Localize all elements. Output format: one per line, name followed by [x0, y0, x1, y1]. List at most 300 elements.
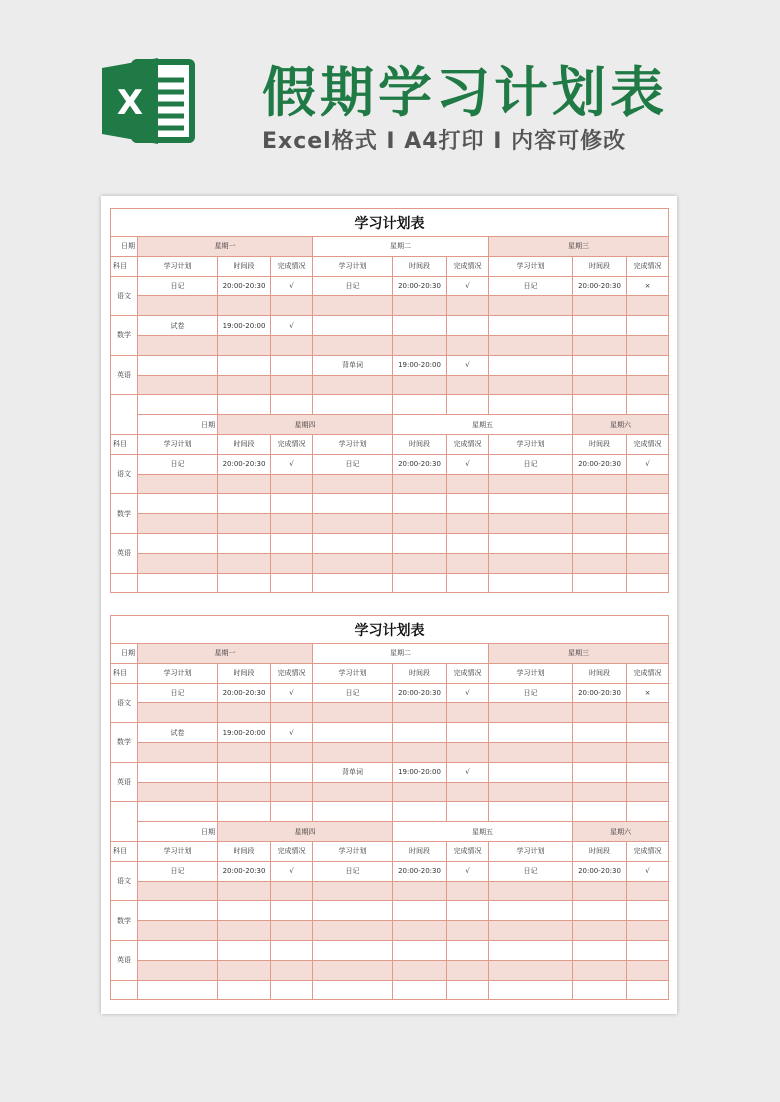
plan-cell — [489, 762, 573, 782]
plan-cell — [393, 723, 447, 743]
plan-cell — [573, 960, 627, 980]
plan-cell — [218, 375, 271, 395]
plan-cell — [573, 514, 627, 534]
col-time-header: 时间段 — [393, 663, 447, 683]
plan-cell — [218, 901, 271, 921]
plan-cell — [489, 533, 573, 553]
plan-cell — [627, 881, 669, 901]
plan-cell: 20:00-20:30 — [573, 683, 627, 703]
subject-cell — [111, 395, 138, 435]
plan-cell — [313, 316, 393, 336]
plan-cell — [573, 762, 627, 782]
plan-cell: 20:00-20:30 — [393, 861, 447, 881]
plan-cell — [489, 375, 573, 395]
plan-cell: 日记 — [313, 276, 393, 296]
plan-cell — [313, 375, 393, 395]
plan-cell — [573, 723, 627, 743]
plan-cell — [271, 494, 313, 514]
plan-cell — [627, 355, 669, 375]
plan-cell — [489, 980, 573, 1000]
col-time-header: 时间段 — [573, 841, 627, 861]
plan-cell — [313, 474, 393, 494]
plan-cell — [627, 980, 669, 1000]
col-done-header: 完成情况 — [447, 663, 489, 683]
plan-cell — [447, 901, 489, 921]
day-header-cell: 星期二 — [313, 237, 489, 257]
plan-cell — [627, 335, 669, 355]
plan-table — [110, 208, 669, 593]
plan-cell — [393, 802, 447, 822]
plan-cell — [313, 395, 393, 415]
plan-cell — [313, 881, 393, 901]
plan-cell — [393, 514, 447, 534]
plan-cell — [573, 782, 627, 802]
plan-cell — [313, 802, 393, 822]
plan-cell — [447, 742, 489, 762]
plan-cell — [393, 316, 447, 336]
plan-cell — [489, 296, 573, 316]
plan-cell — [138, 533, 218, 553]
plan-cell — [138, 940, 218, 960]
plan-cell — [393, 395, 447, 415]
plan-cell — [447, 474, 489, 494]
plan-cell — [218, 802, 271, 822]
col-time-header: 时间段 — [573, 256, 627, 276]
plan-cell — [138, 901, 218, 921]
plan-cell — [447, 782, 489, 802]
subject-cell: 英语 — [111, 762, 138, 802]
plan-cell: × — [627, 276, 669, 296]
plan-cell: √ — [271, 276, 313, 296]
plan-cell — [393, 703, 447, 723]
col-done-header: 完成情况 — [447, 434, 489, 454]
plan-cell — [271, 573, 313, 593]
plan-cell: 日记 — [489, 683, 573, 703]
plan-cell: 日记 — [313, 861, 393, 881]
plan-cell — [393, 533, 447, 553]
plan-cell — [489, 742, 573, 762]
sheet-title-cell: 学习计划表 — [111, 616, 669, 644]
plan-cell — [218, 335, 271, 355]
plan-cell — [271, 901, 313, 921]
plan-cell — [489, 881, 573, 901]
plan-cell: 背单词 — [313, 762, 393, 782]
subject-cell — [111, 980, 138, 1000]
plan-cell — [573, 375, 627, 395]
col-done-header: 完成情况 — [627, 256, 669, 276]
sheet-title-cell: 学习计划表 — [111, 209, 669, 237]
plan-cell — [573, 355, 627, 375]
plan-cell — [271, 355, 313, 375]
col-done-header: 完成情况 — [447, 256, 489, 276]
col-plan-header: 学习计划 — [138, 256, 218, 276]
col-time-header: 时间段 — [218, 434, 271, 454]
plan-cell — [627, 960, 669, 980]
subject-cell: 英语 — [111, 355, 138, 395]
plan-cell: 19:00-20:00 — [393, 355, 447, 375]
plan-cell — [489, 316, 573, 336]
plan-cell — [313, 901, 393, 921]
col-done-header: 完成情况 — [271, 434, 313, 454]
plan-cell: 20:00-20:30 — [573, 861, 627, 881]
plan-cell — [573, 494, 627, 514]
plan-cell — [489, 553, 573, 573]
plan-cell — [138, 573, 218, 593]
plan-cell — [218, 881, 271, 901]
plan-cell — [138, 355, 218, 375]
plan-cell — [271, 742, 313, 762]
plan-cell — [271, 335, 313, 355]
col-plan-header: 学习计划 — [489, 434, 573, 454]
plan-cell — [313, 723, 393, 743]
day-header-cell: 星期四 — [218, 822, 393, 842]
plan-cell: 20:00-20:30 — [393, 454, 447, 474]
day-header-cell: 星期二 — [313, 644, 489, 664]
plan-cell — [218, 980, 271, 1000]
plan-cell — [313, 782, 393, 802]
plan-cell — [447, 802, 489, 822]
plan-cell — [271, 782, 313, 802]
day-header-cell: 星期四 — [218, 415, 393, 435]
plan-cell — [218, 742, 271, 762]
plan-cell — [271, 296, 313, 316]
plan-sheet-2 — [110, 615, 668, 1000]
plan-cell: × — [627, 683, 669, 703]
plan-cell — [627, 474, 669, 494]
plan-cell — [218, 921, 271, 941]
plan-cell — [489, 940, 573, 960]
plan-cell — [573, 316, 627, 336]
document-paper — [101, 196, 677, 1014]
col-done-header: 完成情况 — [271, 841, 313, 861]
plan-cell — [218, 514, 271, 534]
plan-cell: 20:00-20:30 — [573, 454, 627, 474]
day-header-cell: 星期六 — [573, 415, 669, 435]
plan-cell — [313, 980, 393, 1000]
col-time-header: 时间段 — [393, 841, 447, 861]
plan-cell — [271, 960, 313, 980]
col-plan-header: 学习计划 — [313, 434, 393, 454]
plan-cell — [218, 573, 271, 593]
plan-cell — [393, 980, 447, 1000]
plan-cell — [271, 762, 313, 782]
plan-cell — [271, 395, 313, 415]
plan-cell — [218, 296, 271, 316]
plan-cell — [447, 881, 489, 901]
plan-cell — [627, 940, 669, 960]
plan-cell — [138, 960, 218, 980]
plan-cell: 背单词 — [313, 355, 393, 375]
plan-cell — [447, 375, 489, 395]
plan-sheet-1 — [110, 208, 668, 593]
plan-cell — [393, 782, 447, 802]
plan-cell — [573, 881, 627, 901]
plan-cell — [313, 960, 393, 980]
col-time-header: 时间段 — [218, 663, 271, 683]
subject-cell: 语文 — [111, 861, 138, 901]
plan-table — [110, 615, 669, 1000]
plan-cell — [489, 723, 573, 743]
plan-cell — [489, 573, 573, 593]
plan-cell — [218, 553, 271, 573]
plan-cell — [489, 514, 573, 534]
plan-cell — [573, 742, 627, 762]
subject-cell: 数学 — [111, 494, 138, 534]
plan-cell — [218, 703, 271, 723]
plan-cell — [627, 782, 669, 802]
plan-cell: 19:00-20:00 — [218, 316, 271, 336]
day-header-cell: 星期五 — [393, 415, 573, 435]
plan-cell: 试卷 — [138, 723, 218, 743]
plan-cell — [447, 296, 489, 316]
plan-cell — [138, 375, 218, 395]
col-done-header: 完成情况 — [627, 841, 669, 861]
plan-cell: √ — [447, 355, 489, 375]
plan-cell — [447, 553, 489, 573]
plan-cell: √ — [271, 861, 313, 881]
plan-cell: 试卷 — [138, 316, 218, 336]
plan-cell — [271, 802, 313, 822]
plan-cell — [313, 703, 393, 723]
day-header-cell: 星期五 — [393, 822, 573, 842]
plan-cell — [138, 921, 218, 941]
subject-label-cell: 科目 — [111, 663, 138, 683]
col-done-header: 完成情况 — [627, 663, 669, 683]
plan-cell — [489, 474, 573, 494]
subject-cell: 数学 — [111, 316, 138, 356]
plan-cell — [138, 474, 218, 494]
date-label-cell: 日期 — [138, 415, 218, 435]
plan-cell — [447, 960, 489, 980]
col-plan-header: 学习计划 — [138, 663, 218, 683]
plan-cell — [489, 960, 573, 980]
col-time-header: 时间段 — [393, 256, 447, 276]
plan-cell — [138, 762, 218, 782]
subject-cell — [111, 802, 138, 842]
plan-cell — [573, 940, 627, 960]
plan-cell — [138, 494, 218, 514]
plan-cell: 20:00-20:30 — [393, 683, 447, 703]
plan-cell — [447, 533, 489, 553]
subject-cell: 英语 — [111, 533, 138, 573]
day-header-cell: 星期三 — [489, 644, 669, 664]
subject-label-cell: 科目 — [111, 256, 138, 276]
plan-cell — [573, 573, 627, 593]
plan-cell — [138, 296, 218, 316]
plan-cell — [271, 553, 313, 573]
plan-cell — [627, 494, 669, 514]
plan-cell — [271, 881, 313, 901]
col-plan-header: 学习计划 — [489, 663, 573, 683]
plan-cell — [393, 901, 447, 921]
col-time-header: 时间段 — [573, 434, 627, 454]
plan-cell — [393, 881, 447, 901]
plan-cell — [447, 395, 489, 415]
plan-cell: 日记 — [313, 454, 393, 474]
plan-cell — [218, 494, 271, 514]
plan-cell — [313, 335, 393, 355]
plan-cell — [138, 742, 218, 762]
plan-cell — [313, 533, 393, 553]
plan-cell: 19:00-20:00 — [393, 762, 447, 782]
date-label-cell: 日期 — [138, 822, 218, 842]
plan-cell — [573, 980, 627, 1000]
plan-cell — [271, 375, 313, 395]
plan-cell — [138, 802, 218, 822]
plan-cell — [393, 474, 447, 494]
plan-cell — [447, 316, 489, 336]
plan-cell — [489, 921, 573, 941]
plan-cell — [138, 395, 218, 415]
plan-cell — [573, 296, 627, 316]
subject-label-cell: 科目 — [111, 841, 138, 861]
plan-cell: 日记 — [138, 861, 218, 881]
plan-cell — [138, 782, 218, 802]
plan-cell — [218, 355, 271, 375]
plan-cell — [313, 296, 393, 316]
plan-cell — [138, 514, 218, 534]
plan-cell — [218, 940, 271, 960]
plan-cell: 日记 — [138, 454, 218, 474]
plan-cell — [271, 980, 313, 1000]
date-label-cell: 日期 — [111, 237, 138, 257]
col-plan-header: 学习计划 — [313, 256, 393, 276]
plan-cell — [218, 762, 271, 782]
plan-cell: 20:00-20:30 — [393, 276, 447, 296]
plan-cell — [627, 395, 669, 415]
plan-cell — [138, 881, 218, 901]
plan-cell: √ — [447, 683, 489, 703]
excel-logo-icon — [100, 52, 198, 150]
plan-cell — [393, 335, 447, 355]
plan-cell: √ — [271, 454, 313, 474]
day-header-cell: 星期一 — [138, 644, 313, 664]
plan-cell — [271, 514, 313, 534]
plan-cell — [313, 742, 393, 762]
plan-cell — [489, 335, 573, 355]
plan-cell — [271, 474, 313, 494]
col-plan-header: 学习计划 — [138, 841, 218, 861]
subject-cell: 语文 — [111, 454, 138, 494]
plan-cell — [313, 573, 393, 593]
plan-cell — [573, 553, 627, 573]
plan-cell — [271, 703, 313, 723]
plan-cell: 日记 — [489, 454, 573, 474]
col-plan-header: 学习计划 — [489, 841, 573, 861]
plan-cell — [393, 742, 447, 762]
plan-cell — [393, 573, 447, 593]
subject-cell: 数学 — [111, 901, 138, 941]
plan-cell: √ — [271, 316, 313, 336]
subject-cell: 英语 — [111, 940, 138, 980]
plan-cell — [138, 980, 218, 1000]
plan-cell — [313, 940, 393, 960]
plan-cell — [627, 375, 669, 395]
plan-cell: √ — [627, 861, 669, 881]
plan-cell — [271, 533, 313, 553]
plan-cell — [573, 802, 627, 822]
plan-cell — [627, 514, 669, 534]
plan-cell — [489, 395, 573, 415]
date-label-cell: 日期 — [111, 644, 138, 664]
plan-cell: √ — [447, 861, 489, 881]
col-done-header: 完成情况 — [447, 841, 489, 861]
plan-cell: 日记 — [138, 276, 218, 296]
plan-cell — [627, 533, 669, 553]
plan-cell — [138, 703, 218, 723]
plan-cell — [489, 494, 573, 514]
plan-cell — [271, 940, 313, 960]
col-time-header: 时间段 — [393, 434, 447, 454]
plan-cell — [447, 723, 489, 743]
plan-cell — [627, 723, 669, 743]
day-header-cell: 星期一 — [138, 237, 313, 257]
plan-cell — [573, 533, 627, 553]
col-plan-header: 学习计划 — [313, 663, 393, 683]
day-header-cell: 星期六 — [573, 822, 669, 842]
plan-cell — [271, 921, 313, 941]
plan-cell — [218, 533, 271, 553]
subject-cell: 语文 — [111, 276, 138, 316]
plan-cell: 20:00-20:30 — [218, 861, 271, 881]
plan-cell — [313, 921, 393, 941]
plan-cell — [447, 703, 489, 723]
plan-cell — [489, 802, 573, 822]
plan-cell: √ — [271, 723, 313, 743]
plan-cell — [627, 901, 669, 921]
plan-cell: 日记 — [489, 276, 573, 296]
plan-cell — [313, 553, 393, 573]
plan-cell — [313, 514, 393, 534]
plan-cell — [573, 474, 627, 494]
header-banner — [0, 0, 780, 190]
plan-cell — [573, 395, 627, 415]
plan-cell — [627, 553, 669, 573]
subject-cell: 数学 — [111, 723, 138, 763]
plan-cell: 20:00-20:30 — [218, 683, 271, 703]
plan-cell — [627, 296, 669, 316]
plan-cell — [393, 494, 447, 514]
page-title: 假期学习计划表 — [262, 61, 668, 124]
day-header-cell: 星期三 — [489, 237, 669, 257]
plan-cell — [447, 573, 489, 593]
plan-cell — [447, 335, 489, 355]
plan-cell — [393, 553, 447, 573]
plan-cell: 19:00-20:00 — [218, 723, 271, 743]
col-time-header: 时间段 — [573, 663, 627, 683]
col-time-header: 时间段 — [218, 256, 271, 276]
plan-cell — [447, 514, 489, 534]
logo-letter: X — [116, 83, 144, 123]
plan-cell — [447, 940, 489, 960]
plan-cell — [627, 762, 669, 782]
subject-label-cell: 科目 — [111, 434, 138, 454]
col-plan-header: 学习计划 — [138, 434, 218, 454]
col-time-header: 时间段 — [218, 841, 271, 861]
page-subtitle: Excel格式 I A4打印 I 内容可修改 — [262, 129, 627, 154]
plan-cell — [627, 573, 669, 593]
subject-cell: 语文 — [111, 683, 138, 723]
plan-cell: √ — [447, 276, 489, 296]
plan-cell — [313, 494, 393, 514]
plan-cell — [573, 335, 627, 355]
plan-cell: 20:00-20:30 — [218, 454, 271, 474]
plan-cell: 日记 — [138, 683, 218, 703]
plan-cell — [627, 316, 669, 336]
plan-cell — [218, 782, 271, 802]
plan-cell — [393, 940, 447, 960]
plan-cell — [447, 921, 489, 941]
